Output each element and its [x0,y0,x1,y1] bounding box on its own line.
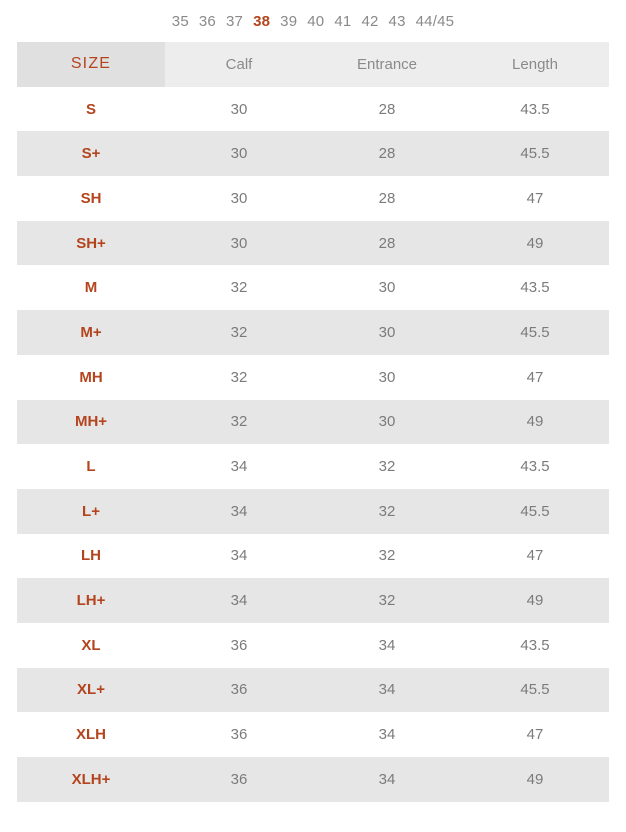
cell-entrance: 34 [378,681,396,699]
size-chart-table [17,42,609,802]
column-header-entrance: Entrance [313,42,461,87]
cell-size: L+ [82,502,100,520]
table-row [17,310,609,355]
cell-calf: 30 [230,189,248,207]
table-row [17,623,609,668]
cell-entrance: 34 [378,726,396,744]
cell-size: M [84,279,98,297]
table-head [17,42,609,87]
cell-calf: 32 [230,323,248,341]
cell-size: LH [81,547,101,565]
cell-calf: 36 [230,770,248,788]
table-row [17,534,609,579]
cell-size: MH+ [74,413,108,431]
cell-size: M+ [80,323,102,341]
table-row [17,355,609,400]
cell-entrance: 30 [378,413,396,431]
cell-entrance: 34 [378,636,396,654]
cell-length: 47 [526,547,544,565]
cell-entrance: 28 [378,145,396,163]
cell-calf: 30 [230,100,248,118]
cell-length: 43.5 [520,458,550,476]
cell-length: 49 [526,770,544,788]
cell-calf: 30 [230,145,248,163]
size-option-43[interactable]: 43 [388,12,406,30]
table-row [17,176,609,221]
cell-entrance: 30 [378,279,396,297]
table-row [17,712,609,757]
cell-length: 47 [526,726,544,744]
size-option-38[interactable]: 38 [253,12,271,30]
cell-size: LH+ [76,592,106,610]
cell-calf: 32 [230,413,248,431]
size-option-44-45[interactable]: 44/45 [415,12,455,30]
cell-length: 43.5 [520,279,550,297]
cell-entrance: 34 [378,770,396,788]
cell-size: MH [79,368,103,386]
table-row [17,400,609,445]
table-row [17,131,609,176]
size-option-37[interactable]: 37 [225,12,244,30]
cell-length: 45.5 [520,502,550,520]
cell-entrance: 30 [378,368,396,386]
cell-calf: 32 [230,368,248,386]
table-header-row [17,42,609,87]
cell-length: 45.5 [520,681,550,699]
table-row [17,221,609,266]
table-row [17,757,609,802]
cell-length: 49 [526,413,544,431]
cell-length: 47 [526,189,544,207]
cell-length: 43.5 [520,100,550,118]
cell-size: S+ [81,145,101,163]
cell-size: S [85,100,96,118]
cell-length: 49 [526,234,544,252]
size-option-39[interactable]: 39 [280,12,298,30]
table-row [17,265,609,310]
size-option-36[interactable]: 36 [198,12,216,30]
cell-calf: 30 [230,234,248,252]
cell-length: 47 [526,368,544,386]
cell-entrance: 32 [378,458,396,476]
cell-calf: 36 [230,681,248,699]
cell-entrance: 28 [378,234,396,252]
cell-calf: 36 [230,726,248,744]
shoe-size-selector[interactable] [0,0,626,42]
size-option-42[interactable]: 42 [361,12,379,30]
cell-size: XLH+ [71,770,111,788]
cell-calf: 34 [230,502,248,520]
cell-entrance: 28 [378,189,396,207]
table-row [17,87,609,132]
cell-calf: 36 [230,636,248,654]
cell-size: XLH [76,726,106,744]
cell-entrance: 28 [378,100,396,118]
size-option-40[interactable]: 40 [307,12,325,30]
cell-size: SH+ [76,234,106,252]
cell-entrance: 32 [378,502,396,520]
cell-entrance: 32 [378,547,396,565]
column-header-size: SIZE [17,42,165,87]
column-header-calf: Calf [165,42,313,87]
cell-calf: 34 [230,592,248,610]
table-body [17,87,609,802]
size-option-41[interactable]: 41 [334,12,352,30]
size-option-35[interactable]: 35 [171,12,189,30]
cell-size: XL [81,636,101,654]
cell-entrance: 32 [378,592,396,610]
table-row [17,668,609,713]
table-row [17,578,609,623]
cell-entrance: 30 [378,323,396,341]
table-row [17,444,609,489]
cell-calf: 34 [230,547,248,565]
cell-length: 49 [526,592,544,610]
cell-length: 45.5 [520,323,550,341]
cell-length: 43.5 [520,636,550,654]
cell-calf: 34 [230,458,248,476]
cell-length: 45.5 [520,145,550,163]
cell-size: SH [80,189,102,207]
cell-calf: 32 [230,279,248,297]
cell-size: L [86,458,96,476]
table-row [17,489,609,534]
cell-size: XL+ [77,681,105,699]
column-header-length: Length [461,42,609,87]
